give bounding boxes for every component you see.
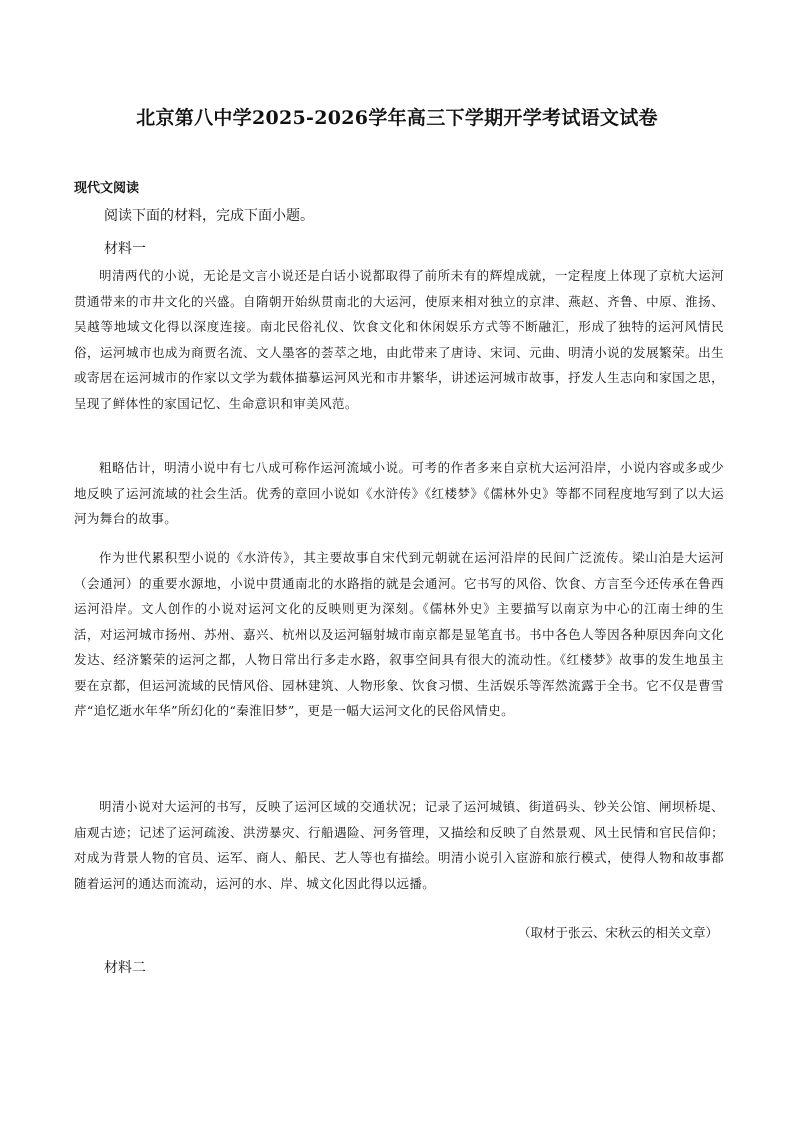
paragraph-4: 明清小说对大运河的书写，反映了运河区域的交通状况；记录了运河城镇、街道码头、钞关公馆、闸坝桥堤、庙观古迹；记述了运河疏浚、洪涝暴灾、行船遇险、河务管理，又描绘和反映了自然景观、风土民情和官民信仰；对成为背景人物的官员、运军、商人、船民、艺人等也有描绘。明清小说引入宦游和旅行模式，使得人物和故事都随着运河的通达而流动，运河的水、岸、城文化因此得以远播。 xyxy=(74,799,724,891)
paragraph-3: 作为世代累积型小说的《水浒传》，其主要故事自宋代到元朝就在运河沿岸的民间广泛流传。梁山泊是大运河（会通河）的重要水源地，小说中贯通南北的水路指的就是会通河。它书写的风俗、饮食、方言至今还传承在鲁西运河沿岸。文人创作的小说对运河文化的反映则更为深刻。《儒林外史》主要描写以南京为中心的江南士绅的生活，对运河城市扬州、苏州、嘉兴、杭州以及运河辐射城市南京都是显笔直书。书中各色人等因各种原因奔向文化发达、经济繁荣的运河之都，人物日常出行多走水路，叙事空间具有很大的流动性。《红楼梦》故事的发生地虽主要在京都，但运河流域的民情风俗、园林建筑、人物形象、饮食习惯、生活娱乐等浑然流露于全书。它不仅是曹雪芹“追忆逝水年华”所幻化的“秦淮旧梦”，更是一幅大运河文化的民俗风情史。 xyxy=(74,550,724,718)
exam-title: 北京第八中学2025-2026学年高三下学期开学考试语文试卷 xyxy=(136,107,658,129)
source-citation: （取材于张云、宋秋云的相关文章） xyxy=(517,925,718,940)
section-heading: 现代文阅读 xyxy=(74,181,140,196)
paragraph-1: 明清两代的小说，无论是文言小说还是白话小说都取得了前所未有的辉煌成就，一定程度上体现了京杭大运河贯通带来的市井文化的兴盛。自隋朝开始纵贯南北的大运河，使原来相对独立的京津、燕赵、齐鲁、中原、淮扬、吴越等地域文化得以深度连接。南北民俗礼仪、饮食文化和休闲娱乐方式等不断融汇，形成了独特的运河风情民俗，运河城市也成为商贾名流、文人墨客的荟萃之地，由此带来了唐诗、宋词、元曲、明清小说的发展繁荣。出生或寄居在运河城市的作家以文学为载体描摹运河风光和市井繁华，讲述运河城市故事，抒发人生志向和家国之思，呈现了鲜体性的家国记忆、生命意识和审美风范。 xyxy=(74,268,724,411)
reading-instruction: 阅读下面的材料，完成下面小题。 xyxy=(104,208,314,224)
paragraph-2: 粗略估计，明清小说中有七八成可称作运河流域小说。可考的作者多来自京杭大运河沿岸，小说内容或多或少地反映了运河流域的社会生活。优秀的章回小说如《水浒传》《红楼梦》《儒林外史》等都不同程度地写到了以大运河为舞台的故事。 xyxy=(74,460,724,526)
material-two-label: 材料二 xyxy=(104,960,146,976)
material-one-label: 材料一 xyxy=(104,241,146,257)
